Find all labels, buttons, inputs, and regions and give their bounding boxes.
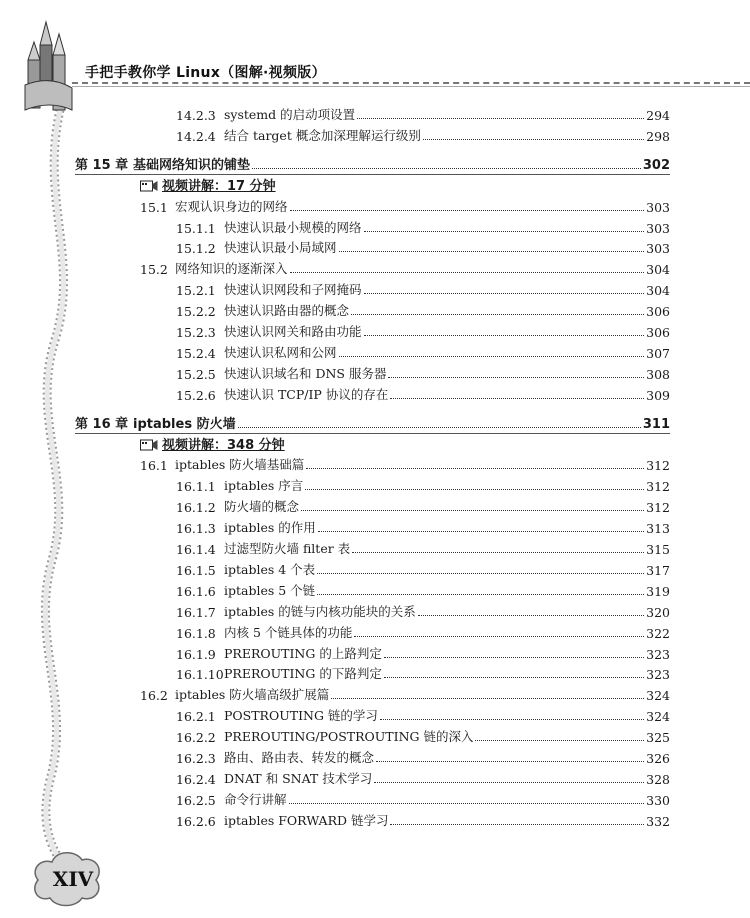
toc-subsection [176, 495, 670, 515]
toc-page-number: 308 [646, 366, 670, 382]
toc-page-number: 326 [646, 751, 670, 766]
toc-subsection [176, 788, 670, 808]
toc-title: iptables 防火墙高级扩展篇 [175, 687, 330, 703]
toc-page-number: 330 [646, 792, 670, 808]
dot-leader [380, 719, 644, 720]
toc-section [140, 195, 670, 215]
toc-page-number: 313 [646, 521, 670, 537]
toc-number: 15.2.4 [176, 345, 216, 361]
toc-number: 15.1.1 [176, 220, 216, 236]
toc-title: iptables 的链与内核功能块的关系 [224, 603, 416, 619]
toc-number: 16.1.4 [176, 542, 216, 557]
toc-section [140, 257, 670, 277]
dot-leader [301, 510, 644, 511]
toc-title: PREROUTING 的下路判定 [224, 666, 382, 682]
dot-leader [318, 531, 644, 532]
dot-leader [317, 594, 644, 595]
toc-page-number: 302 [642, 157, 670, 173]
toc-number: 16.2.4 [176, 771, 216, 787]
toc-subsection [176, 558, 670, 578]
toc-title: 网络知识的逐渐深入 [175, 261, 288, 277]
toc-number: 16.2.5 [176, 792, 216, 808]
dot-leader [390, 824, 644, 825]
toc-subsection [176, 299, 670, 319]
toc-title: iptables 5 个链 [224, 582, 316, 598]
dot-leader [339, 251, 645, 252]
toc-page-number: 324 [646, 688, 670, 704]
toc-subsection [176, 725, 670, 745]
toc-chapter [75, 412, 670, 432]
dot-leader [364, 231, 645, 232]
toc-page-number: 320 [646, 604, 670, 620]
toc-title: iptables FORWARD 链学习 [224, 812, 389, 828]
toc-page-number: 328 [646, 771, 670, 787]
toc-title: 宏观认识身边的网络 [175, 198, 288, 214]
toc-subsection [176, 341, 670, 361]
dot-leader [252, 168, 641, 169]
toc-number: 16.2 [140, 688, 168, 704]
toc-title: 过滤型防火墙 filter 表 [224, 541, 351, 556]
toc-number: 16.1.6 [176, 583, 216, 599]
toc-title: 快速认识网段和子网掩码 [224, 282, 362, 298]
toc-number: 16.1.3 [176, 521, 216, 537]
toc-page-number: 317 [646, 562, 670, 578]
toc-subsection [176, 103, 670, 123]
toc-subsection [176, 236, 670, 256]
toc-number: 第 15 章 [75, 157, 129, 173]
dot-leader [376, 761, 644, 762]
toc-number: 16.2.3 [176, 751, 216, 766]
toc-number: 16.2.2 [176, 730, 216, 746]
toc-title: iptables 防火墙基础篇 [175, 457, 305, 473]
toc-chapter [75, 153, 670, 173]
toc-subsection [176, 809, 670, 829]
toc-video-note [140, 433, 670, 453]
toc-number: 16.1.2 [176, 500, 216, 516]
dot-leader [384, 677, 644, 678]
dot-leader [331, 698, 644, 699]
toc-page-number: 312 [646, 500, 670, 516]
toc-number: 16.1 [140, 458, 168, 474]
toc-title: 快速认识网关和路由功能 [224, 324, 362, 339]
toc-subsection [176, 704, 670, 724]
toc-subsection [176, 278, 670, 298]
toc-page-number: 309 [646, 387, 670, 403]
toc-subsection [176, 362, 670, 382]
toc-number: 15.2 [140, 262, 168, 278]
toc-title: POSTROUTING 链的学习 [224, 708, 378, 724]
toc-title: iptables 的作用 [224, 520, 316, 536]
video-camera-icon [140, 179, 158, 192]
toc-page-number: 312 [646, 479, 670, 495]
toc-page-number: 306 [646, 304, 670, 320]
toc-title: PREROUTING 的上路判定 [224, 645, 382, 661]
toc-section [140, 683, 670, 703]
toc-subsection [176, 537, 670, 557]
toc-title: 基础网络知识的铺垫 [133, 157, 251, 173]
dot-leader [423, 139, 644, 140]
dot-leader [388, 377, 644, 378]
toc-title: 路由、路由表、转发的概念 [224, 750, 375, 765]
toc-title: 快速认识最小规模的网络 [224, 219, 362, 235]
toc-number: 第 16 章 [75, 416, 129, 432]
toc-page-number: 303 [646, 241, 670, 257]
toc-number: 15.2.1 [176, 283, 216, 299]
toc-number: 15.1.2 [176, 241, 216, 257]
toc-subsection [176, 767, 670, 787]
dot-leader [390, 398, 644, 399]
pencil-ribbon-decoration [0, 0, 110, 918]
toc-number: 15.2.3 [176, 325, 216, 340]
toc-subsection [176, 320, 670, 340]
toc-subsection [176, 621, 670, 641]
dot-leader [357, 118, 644, 119]
dot-leader [238, 427, 641, 428]
toc-subsection [176, 516, 670, 536]
toc-subsection [176, 642, 670, 662]
dot-leader [351, 314, 644, 315]
toc-subsection [176, 579, 670, 599]
toc-title: iptables 4 个表 [224, 561, 316, 577]
toc-title: systemd 的启动项设置 [224, 107, 356, 122]
book-title: 手把手教你学 Linux（图解·视频版） [85, 65, 326, 81]
toc-page-number: 303 [646, 220, 670, 236]
toc-title: iptables 防火墙 [133, 416, 236, 432]
toc-page-number: 312 [646, 458, 670, 474]
video-camera-icon [140, 438, 158, 451]
toc-subsection [176, 746, 670, 766]
dot-leader [290, 272, 645, 273]
toc-page-number: 311 [642, 416, 670, 432]
toc-number: 16.1.8 [176, 625, 216, 641]
toc-number: 15.2.6 [176, 387, 216, 403]
toc-page-number: 306 [646, 325, 670, 340]
toc-title: 快速认识最小局域网 [224, 240, 337, 256]
toc-page-number: 323 [646, 646, 670, 662]
dot-leader [306, 468, 644, 469]
toc-page-number: 319 [646, 583, 670, 599]
toc-subsection [176, 216, 670, 236]
toc-title: 防火墙的概念 [224, 499, 300, 515]
toc-subsection [176, 383, 670, 403]
toc-number: 15.2.5 [176, 366, 216, 382]
dot-leader [290, 210, 645, 211]
toc-number: 15.2.2 [176, 304, 216, 320]
dot-leader [354, 636, 644, 637]
toc-title: 快速认识私网和公网 [224, 344, 337, 360]
toc-subsection [176, 124, 670, 144]
page-number: XIV [52, 867, 94, 891]
dot-leader [352, 552, 644, 553]
dot-leader [374, 782, 644, 783]
toc-title: 快速认识域名和 DNS 服务器 [224, 365, 387, 381]
video-duration: 视频讲解：348 分钟 [162, 437, 285, 453]
toc-page-number: 325 [646, 730, 670, 746]
toc-title: PREROUTING/POSTROUTING 链的深入 [224, 729, 474, 745]
video-duration: 视频讲解：17 分钟 [162, 178, 276, 194]
toc-number: 16.2.1 [176, 709, 216, 725]
toc-page-number: 315 [646, 542, 670, 557]
toc-number: 16.1.1 [176, 479, 216, 495]
dot-leader [364, 335, 645, 336]
toc-page-number: 304 [646, 283, 670, 299]
dot-leader [475, 740, 644, 741]
header-divider [72, 82, 750, 84]
toc-title: 结合 target 概念加深理解运行级别 [224, 127, 421, 143]
dot-leader [339, 356, 645, 357]
toc-number: 16.1.9 [176, 646, 216, 662]
toc-number: 14.2.4 [176, 128, 216, 144]
toc-page-number: 307 [646, 345, 670, 361]
toc-number: 15.1 [140, 199, 168, 215]
dot-leader [364, 293, 645, 294]
toc-page-number: 324 [646, 709, 670, 725]
toc-number: 16.2.6 [176, 813, 216, 829]
toc-page-number: 332 [646, 813, 670, 829]
toc-subsection [176, 474, 670, 494]
toc-title: iptables 序言 [224, 478, 304, 494]
toc-page-number: 304 [646, 262, 670, 278]
toc-title: 命令行讲解 [224, 791, 287, 807]
toc-page-number: 322 [646, 625, 670, 641]
toc-title: 快速认识 TCP/IP 协议的存在 [224, 386, 389, 402]
toc-section [140, 453, 670, 473]
dot-leader [317, 573, 644, 574]
toc-subsection [176, 600, 670, 620]
toc-subsection [176, 662, 670, 682]
toc-page-number: 298 [646, 128, 670, 144]
toc-page-number: 303 [646, 199, 670, 215]
toc-title: DNAT 和 SNAT 技术学习 [224, 770, 373, 786]
toc-number: 16.1.5 [176, 562, 216, 578]
dot-leader [289, 803, 645, 804]
toc-page-number: 323 [646, 667, 670, 683]
toc-number: 14.2.3 [176, 108, 216, 123]
toc-video-note [140, 174, 670, 194]
dot-leader [305, 489, 644, 490]
toc-page-number: 294 [646, 108, 670, 123]
dot-leader [384, 657, 644, 658]
toc-title: 内核 5 个链具体的功能 [224, 624, 353, 640]
toc-number: 16.1.7 [176, 604, 216, 620]
toc-number: 16.1.10 [176, 667, 224, 683]
header-divider-thin [72, 86, 750, 87]
dot-leader [418, 615, 644, 616]
toc-title: 快速认识路由器的概念 [224, 303, 350, 319]
